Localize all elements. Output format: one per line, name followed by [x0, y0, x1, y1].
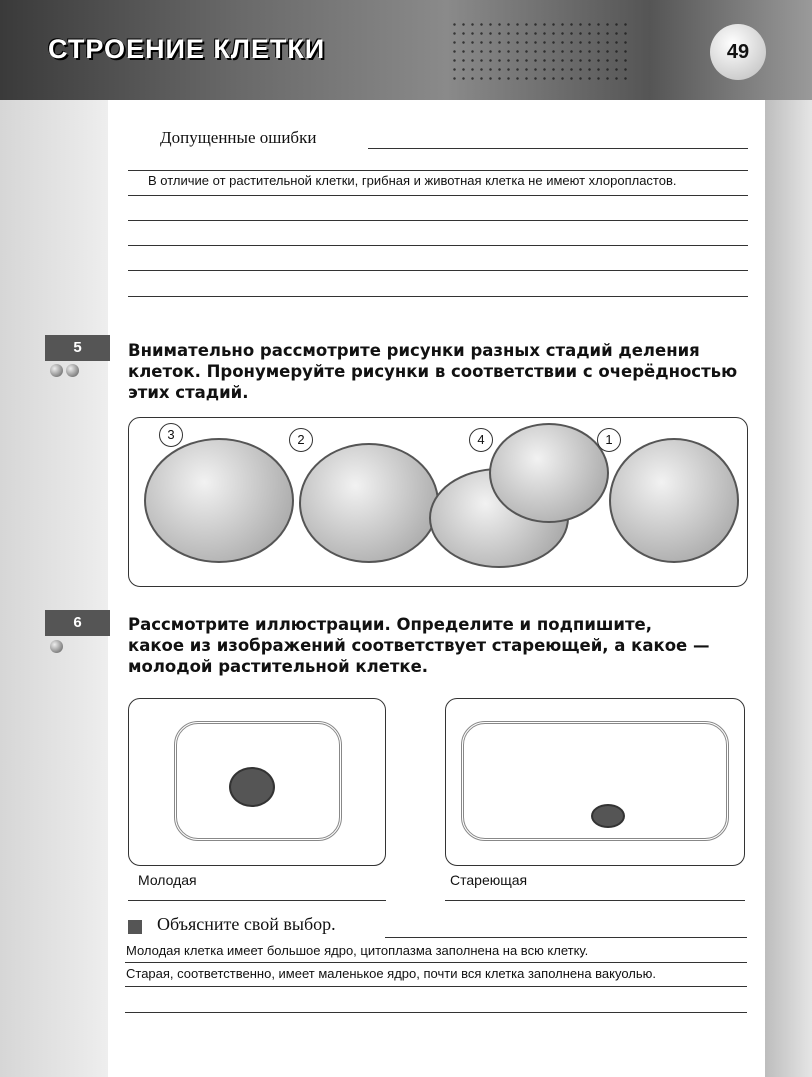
nucleus — [229, 767, 275, 807]
errors-label: Допущенные ошибки — [160, 128, 317, 147]
cell-image — [299, 443, 439, 563]
difficulty-dot — [66, 364, 79, 377]
answer-line — [125, 962, 747, 963]
task5-text — [128, 340, 737, 403]
answer-line — [128, 195, 748, 196]
young-cell-picture — [128, 698, 386, 866]
task-line: Внимательно рассмотрите рисунки разных стадий деления — [128, 341, 700, 360]
banner-decoration — [450, 20, 630, 80]
cell-image — [489, 423, 609, 523]
answer-line — [128, 296, 748, 297]
explain-answer[interactable]: Молодая клетка имеет большое ядро, цитоплазма заполнена на всю клетку. — [126, 943, 589, 958]
old-cell-picture — [445, 698, 745, 866]
answer-line — [368, 148, 748, 149]
answer-line — [385, 937, 747, 938]
left-margin — [0, 100, 108, 1077]
chapter-title: СТРОЕНИЕ КЛЕТКИ — [48, 34, 326, 64]
right-margin — [765, 100, 812, 1077]
task6-text — [128, 614, 709, 677]
label-young[interactable]: Молодая — [138, 872, 197, 888]
explain-prompt: Объясните свой выбор. — [157, 914, 336, 934]
task-line: молодой растительной клетке. — [128, 657, 429, 676]
task-number-badge: 5 — [45, 335, 110, 361]
answer-line — [445, 900, 745, 901]
task-line: клеток. Пронумеруйте рисунки в соответствии с очерёдностью — [128, 362, 738, 381]
explain-answer[interactable]: Старая, соответственно, имеет маленькое ядро, почти вся клетка заполнена вакуолью. — [126, 966, 656, 981]
page-number: 49 — [710, 24, 766, 80]
difficulty-dot — [50, 364, 63, 377]
stage-number[interactable]: 3 — [159, 423, 183, 447]
answer-line — [125, 1012, 747, 1013]
label-old[interactable]: Стареющая — [450, 872, 528, 888]
nucleus — [591, 804, 625, 828]
errors-answer[interactable]: В отличие от растительной клетки, грибная и животная клетка не имеют хлоропластов. — [148, 173, 677, 188]
answer-line — [128, 170, 748, 171]
task-line: какое из изображений соответствует стареющей, а какое — — [128, 636, 710, 655]
answer-line — [128, 245, 748, 246]
task-line: Рассмотрите иллюстрации. Определите и подпишите, — [128, 615, 652, 634]
answer-line — [125, 986, 747, 987]
answer-line — [128, 900, 386, 901]
task-number-badge: 6 — [45, 610, 110, 636]
stage-number[interactable]: 1 — [597, 428, 621, 452]
difficulty-dot — [50, 640, 63, 653]
stage-number[interactable]: 2 — [289, 428, 313, 452]
stage-number[interactable]: 4 — [469, 428, 493, 452]
cell-image — [609, 438, 739, 563]
answer-line — [128, 220, 748, 221]
answer-line — [128, 270, 748, 271]
cell-division-figure — [128, 417, 748, 587]
task-line: этих стадий. — [128, 383, 249, 402]
bullet-square-icon — [128, 920, 142, 934]
cell-image — [144, 438, 294, 563]
